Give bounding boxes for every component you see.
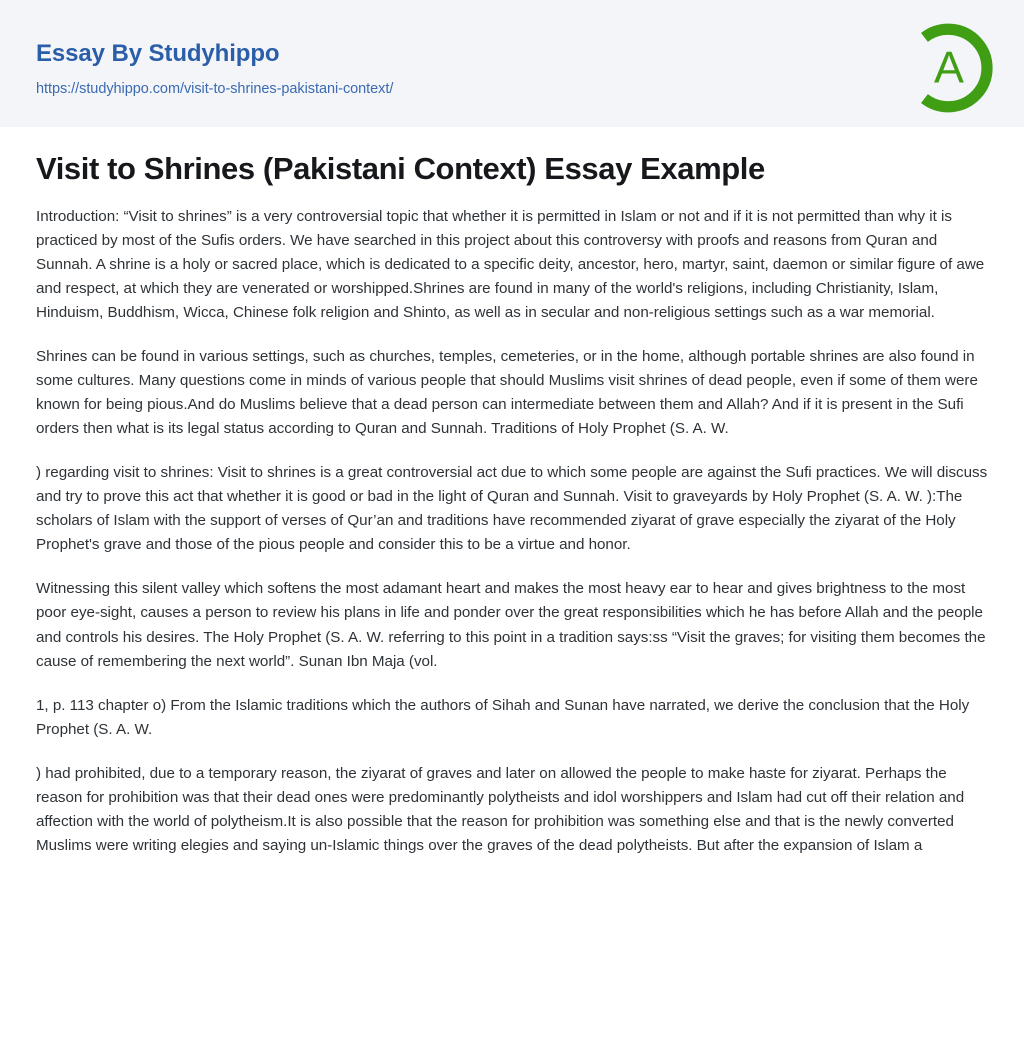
essay-paragraph: ) regarding visit to shrines: Visit to shrines is a great controversial act due to which some people are against the Sufi practices. We will discuss and try to prove this act that whether it is good or bad in the light of Quran and Sunnah. Visit to graveyards by Holy Prophet (S. A. W. ):The scholars of Islam with the support of verses of Qur’an and traditions have recommended ziyarat of grave especially the ziyarat of the Holy Prophet's grave and those of the pious people and consider this to be a virtue and honor.: [36, 464, 988, 554]
page-header: [0, 0, 1024, 127]
essay-paragraph: Shrines can be found in various settings, such as churches, temples, cemeteries, or in the home, although portable shrines are also found in some cultures. Many questions come in minds of various people that should Muslims visit shrines of dead people, even if some of them were known for being pious.And do Muslims believe that a dead person can intermediate between them and Allah? And if it is present in the Sufi orders then what is its legal status according to Quran and Sunnah. Traditions of Holy Prophet (S. A. W.: [36, 348, 978, 438]
page-title: Visit to Shrines (Pakistani Context) Essay Example: [36, 151, 765, 186]
document-content: [0, 151, 1024, 858]
essay-paragraph: Introduction: “Visit to shrines” is a very controversial topic that whether it is permitted in Islam or not and if it is not permitted than why it is practiced by most of the Sufis orders. We have searched in this project about this controversy with proofs and reasons from Quran and Sunnah. A shrine is a holy or sacred place, which is dedicated to a specific deity, ancestor, hero, martyr, saint, daemon or similar figure of awe and respect, at which they are venerated or worshipped.Shrines are found in many of the world's religions, including Christianity, Islam, Hinduism, Buddhism, Wicca, Chinese folk religion and Shinto, as well as in secular and non-religious settings such as a war memorial.: [36, 208, 985, 322]
essay-paragraph: Witnessing this silent valley which softens the most adamant heart and makes the most heavy ear to hear and gives brightness to the most poor eye-sight, causes a person to review his plans in life and ponder over the great responsibilities which he has before Allah and the people and controls his desires. The Holy Prophet (S. A. W. referring to this point in a tradition says:ss “Visit the graves; for visiting them becomes the cause of remembering the next world”. Sunan Ibn Maja (vol.: [36, 580, 986, 670]
essay-body: [36, 205, 990, 857]
header-text-block: [36, 40, 393, 98]
site-url-link[interactable]: https://studyhippo.com/visit-to-shrines-pakistani-context/: [36, 80, 394, 97]
open-circle-a-logo-icon: [902, 17, 1004, 119]
brand-logo[interactable]: [902, 17, 1004, 119]
essay-paragraph: 1, p. 113 chapter o) From the Islamic traditions which the authors of Sihah and Sunan have narrated, we derive the conclusion that the Holy Prophet (S. A. W.: [36, 696, 970, 738]
site-title: Essay By Studyhippo: [36, 40, 280, 67]
essay-paragraph: ) had prohibited, due to a temporary reason, the ziyarat of graves and later on allowed the people to make haste for ziyarat. Perhaps the reason for prohibition was that their dead ones were predominantly polytheists and idol worshippers and Islam had cut off their relation and affection with the world of polytheism.It is also possible that the reason for prohibition was something else and that is the newly converted Muslims were writing elegies and saying un-Islamic things over the graves of the dead polytheists. But after the expansion of Islam a: [36, 764, 965, 854]
svg-text:A: A: [933, 41, 964, 93]
